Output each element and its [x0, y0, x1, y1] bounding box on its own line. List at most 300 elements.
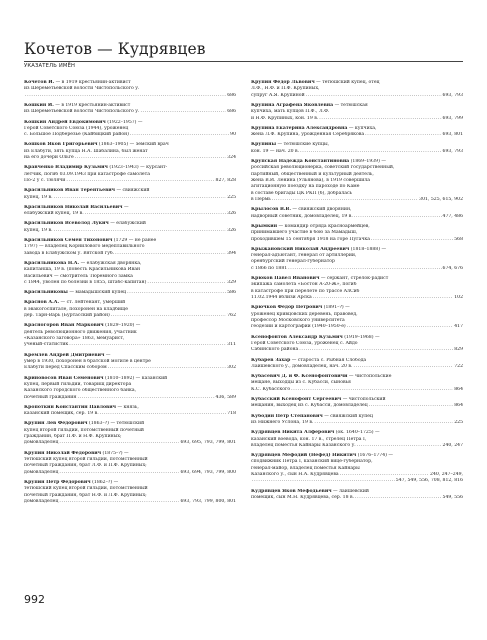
entry-description: мещане, выходцы из с. Кубасси, сыновья — [251, 380, 351, 386]
entry-text — [251, 397, 386, 402]
entry-description: (1922–1957) — — [105, 119, 143, 125]
entry-description: Л.Ф., Н.Ф. и П.Ф. Крупиных, — [251, 86, 320, 92]
entry-description: с 1844, уволен по болезни в 1855, штабс-капитан) — [24, 279, 147, 285]
entry-description: купец, первый гильдии, товарищ директора — [24, 381, 132, 387]
entry-text — [24, 480, 118, 485]
entry-description: жена Л.Ф. Крупина, урожденная Серебрякова — [251, 132, 365, 138]
entry-description: в составе бригады ЦК РКП (б), добралась — [251, 190, 353, 196]
entry-description: в катастрофе при перелёте по трассе АлСиб — [251, 288, 360, 294]
entry-description: летчик, погиб 03.09.1943 при катастрофе самолета — [24, 171, 150, 177]
page-number: 992 — [24, 593, 45, 606]
entry-description: (1875–?) — — [101, 450, 129, 456]
page-reference: 90 — [230, 132, 236, 138]
leader-dots — [59, 470, 179, 476]
page-reference: 827, 828 — [215, 178, 236, 184]
entry-text — [24, 411, 99, 417]
entry-text — [24, 126, 128, 131]
entry-line — [251, 295, 463, 301]
leader-dots — [288, 266, 441, 272]
entry-description: помещик, сын М.Н. Кудрявцева, сер. 18 в. — [251, 495, 355, 501]
entry-line — [24, 499, 236, 505]
entry-text — [251, 116, 318, 122]
entry-description: Сабинского района — [251, 347, 299, 353]
entry-description: — лаишевский — [331, 488, 369, 494]
entry-description: оренбургский генерал-губернатор — [251, 259, 335, 265]
entry-description: кон. 19 — нач. 20 в. — [251, 148, 300, 154]
entry-text — [251, 437, 366, 442]
entry-text — [24, 382, 131, 387]
index-entry — [251, 207, 463, 220]
entry-description: (1891–?) — — [322, 305, 350, 311]
entry-line — [251, 93, 463, 99]
index-entry — [251, 430, 463, 449]
entry-name: Кубарев Захар — [251, 357, 291, 363]
page-reference: 718 — [227, 411, 236, 417]
entry-description: домовладелец — [24, 469, 59, 475]
entry-text — [251, 172, 374, 177]
entry-text — [251, 443, 356, 449]
index-entry — [251, 489, 463, 502]
entry-description: мещанин, выходец из с. Кубасси, домовладелец — [251, 403, 368, 409]
entry-name: Кочетов И. — [24, 80, 55, 85]
entry-text — [24, 244, 145, 249]
entry-text — [251, 191, 352, 196]
index-entry — [24, 165, 236, 184]
entry-description: домовладелец — [24, 440, 59, 446]
entry-line — [251, 214, 463, 220]
page-reference: 301, 525, 615, 902 — [419, 197, 463, 203]
page-reference: 693, 694, 793, 799, 800 — [180, 469, 236, 475]
entry-description: супруг А.Я. Крупиной — [251, 92, 305, 98]
entry-text — [24, 195, 53, 201]
index-entry — [251, 305, 463, 330]
entry-text — [24, 290, 126, 296]
entry-description: 1797) — владелец Корнилового медеплавильного — [24, 244, 145, 250]
entry-name: Красильников Семён Тихонович — [24, 238, 113, 243]
leader-dots — [272, 197, 418, 203]
entry-text — [251, 109, 329, 114]
entry-text — [24, 365, 107, 371]
leader-dots — [108, 365, 227, 371]
entry-text — [24, 330, 137, 335]
entry-text — [24, 149, 148, 154]
entry-description: ученый-статистик — [24, 342, 69, 348]
entry-description: сподвижник Петра I, казанский вице-губернатор, — [251, 459, 373, 465]
entry-name: Крупин Фёдор Львович — [251, 80, 315, 85]
entry-line — [24, 178, 236, 184]
entry-description: — тетюшские купцы, — [276, 142, 330, 148]
entry-text — [251, 495, 354, 501]
index-entry — [24, 120, 236, 139]
entry-description: — купчиха, — [347, 125, 377, 131]
index-entry — [24, 451, 236, 476]
entry-text — [251, 237, 370, 243]
entry-line — [24, 411, 236, 417]
entry-line — [251, 324, 463, 330]
page-reference: 324 — [227, 155, 236, 161]
entry-description: Васильевич — смотритель Тюремного замка — [24, 273, 133, 279]
entry-text — [251, 93, 305, 99]
entry-description: — сержант, стрелок-радист — [319, 276, 389, 282]
index-entry — [251, 276, 463, 301]
entry-text — [251, 387, 290, 393]
page-reference: 329 — [227, 279, 236, 285]
entry-name: Крымкин — [251, 223, 278, 229]
entry-name: Кошков Яков Григорьевич — [24, 142, 98, 148]
index-entry — [24, 188, 236, 201]
entry-description: «Казанского заговора» 1863, мемуарист, — [24, 336, 125, 342]
entry-text — [24, 132, 129, 138]
leader-dots — [252, 478, 395, 484]
entry-description: в Пермь — [251, 197, 271, 203]
entry-description: (1729 — не ранее — [112, 238, 157, 243]
entry-description: — староста с. Рыбная Слобода — [290, 357, 367, 363]
entry-name: Крупины — [251, 142, 277, 148]
entry-description: (1919–1968) — — [342, 334, 380, 340]
entry-text — [251, 214, 353, 220]
entry-description: — елабужская дворянка, — [79, 260, 142, 266]
entry-text — [251, 341, 358, 346]
entry-description: российская революционерка, советский государственный, — [251, 165, 395, 171]
entry-text — [251, 312, 358, 317]
entry-description: почетный гражданин, брат Л.Ф. и П.Ф. Крупиных; — [24, 463, 147, 469]
leader-dots — [299, 347, 453, 353]
entry-text — [251, 420, 313, 426]
entry-description: проходившем 15 сентября 1918 на горе Пугачка — [251, 236, 370, 242]
entry-text — [24, 155, 74, 161]
entry-text — [251, 184, 359, 189]
page-reference: 568 — [454, 236, 463, 242]
entry-description: — князь, — [116, 404, 139, 410]
entry-text — [24, 428, 144, 433]
index-entry — [251, 224, 463, 243]
entry-description: партийный, общественный и культурный деятель, — [251, 171, 374, 177]
entry-name: Красильников Николай Васильевич — [24, 204, 123, 210]
index-column-right — [251, 80, 463, 505]
page-reference: 586 — [227, 290, 236, 296]
leader-dots — [354, 214, 442, 220]
leader-dots — [54, 228, 227, 234]
index-entry — [251, 126, 463, 139]
entry-description: и Н.Ф. Крупиных, кон. 19 в. — [251, 115, 319, 121]
entry-text — [251, 403, 368, 409]
entry-text — [24, 434, 122, 439]
page-reference: 549, 556 — [442, 495, 463, 501]
entry-name: Красногоров Иван Маркович — [24, 323, 104, 329]
entry-description: — в 1919 крестьянин-активист — [53, 102, 131, 108]
entry-name: Красильникова Н.А. — [24, 260, 80, 266]
page-reference: 722 — [454, 363, 463, 369]
entry-description: уроженец кривцовских деревень, правовед, — [251, 311, 358, 317]
entry-description: купчиха, мать купцов П.Ф., Л.Ф. — [251, 109, 330, 115]
entry-description: капитанша, 19 в. (повесть Красильникова Иван — [24, 267, 141, 273]
entry-description: из Нижнего Услона, 19 в. — [251, 419, 314, 425]
entry-name: Кудрявцев Мефодий (Нефед) Никитич — [251, 453, 357, 459]
entry-description: — в 1919 крестьянин-активист — [54, 80, 131, 85]
index-entry — [24, 142, 236, 161]
entry-description: завода в Елабужском у. Вятской губ. — [24, 250, 115, 256]
leader-dots — [66, 178, 214, 184]
entry-text — [24, 267, 140, 272]
entry-text — [24, 376, 167, 381]
entry-text — [24, 405, 139, 410]
leader-dots — [115, 251, 226, 257]
leader-dots — [100, 411, 227, 417]
entry-text — [251, 335, 380, 340]
entry-description: (1869–1939) — — [349, 159, 386, 164]
entry-name: Кропоткин Константин Павлович — [24, 404, 116, 410]
entry-line — [251, 495, 463, 501]
leader-dots — [77, 395, 214, 401]
entry-name: Крупская Надежда Константиновна — [251, 159, 350, 164]
entry-description: — свияжский — [115, 188, 150, 194]
entry-text — [24, 388, 136, 393]
entry-description: генерал-адъютант, генерал от артиллерии, — [251, 253, 357, 259]
entry-line — [251, 116, 463, 122]
entry-description: (1862–?) — — [90, 479, 119, 485]
entry-description: — тетюшский купец, отец — [314, 80, 380, 85]
entry-text — [251, 289, 359, 294]
index-entry — [251, 358, 463, 371]
entry-text — [24, 359, 151, 364]
entry-text — [251, 276, 388, 281]
index-entry — [24, 290, 236, 296]
entry-description: Герой Советского Союза, уроженец с. Айдо — [251, 340, 358, 346]
entry-text — [251, 230, 357, 235]
entry-description: с 1866 по 1881 — [251, 265, 288, 271]
entry-text — [24, 280, 146, 286]
entry-description: геодезии и картографии (1940–1950-е) — [251, 324, 346, 330]
entry-line — [24, 395, 236, 401]
entry-name: Красильниковы — [24, 290, 68, 296]
page-reference: 693, 695, 793, 799, 801 — [180, 440, 236, 446]
entry-name: Кудрявцев Никита Алферович — [251, 430, 335, 436]
leader-dots — [291, 387, 453, 393]
entry-text — [24, 440, 58, 446]
index-entry — [251, 397, 463, 410]
entry-text — [251, 364, 352, 370]
entry-line — [251, 149, 463, 155]
entry-description: казанский помещик, сер. 19 в. — [24, 411, 99, 417]
entry-description: деятель революционного движения, участник — [24, 329, 137, 335]
entry-description: — — [122, 204, 129, 210]
entry-line — [24, 155, 236, 161]
entry-text — [24, 274, 133, 279]
entry-description: купец, 19 в. — [24, 194, 53, 200]
entry-text — [24, 103, 130, 108]
entry-description: (1863–?) — тетюшский — [87, 421, 145, 427]
entry-line — [251, 237, 463, 243]
entry-description: Лаишевского у., домовладелец, нач. 20 в. — [251, 363, 353, 369]
leader-dots — [313, 295, 453, 301]
entry-text — [24, 86, 139, 91]
entry-name: Крылосов В.В. — [251, 207, 291, 213]
entry-line — [251, 364, 463, 370]
entry-text — [24, 165, 167, 170]
page-reference: 477, 486 — [442, 213, 463, 219]
entry-description: елабужский купец, 19 в. — [24, 211, 84, 217]
entry-description: (1829–1920) — — [103, 323, 141, 329]
page-reference: 436, 589 — [215, 394, 236, 400]
page-reference: 693, 799 — [442, 115, 463, 121]
running-header-subtitle: УКАЗАТЕЛЬ ИМЁН — [24, 63, 76, 69]
entry-name: Красильников Иван Терентьевич — [24, 188, 116, 194]
entry-text — [251, 358, 366, 363]
entry-description: — свияжский купец — [322, 413, 373, 419]
page-reference: 762 — [227, 313, 236, 319]
entry-description: (1863–1905) — земский врач — [97, 142, 169, 148]
entry-line — [251, 347, 463, 353]
entry-text — [24, 205, 129, 210]
leader-dots — [314, 420, 453, 426]
entry-description: — — [104, 352, 111, 358]
entry-text — [251, 207, 351, 212]
leader-dots — [306, 93, 442, 99]
leader-dots — [111, 313, 226, 319]
entry-description: генерал-майор, владелец поместья Кайнары — [251, 465, 360, 471]
index-entry — [251, 80, 463, 99]
entry-text — [24, 457, 148, 462]
entry-text — [251, 347, 298, 353]
entry-text — [251, 142, 329, 147]
index-entry — [24, 353, 236, 372]
entry-description: дер. Тарн-Варь (Буртасский район) — [24, 313, 110, 319]
entry-line — [24, 440, 236, 446]
page-reference: 311 — [227, 342, 236, 348]
page-reference: 102 — [454, 295, 463, 301]
entry-line — [24, 365, 236, 371]
entry-text — [24, 221, 146, 226]
entry-text — [251, 132, 364, 138]
entry-description: Казанского у., сын Н.А. Кудрявцева — [251, 472, 339, 478]
entry-description: тетюшский купец второй гильдии, потомственный — [24, 456, 148, 462]
running-header-title: Кочетов — Кудрявцев — [24, 40, 206, 58]
entry-name: Крупин Пётр Фёдорович — [24, 479, 91, 485]
entry-name: Ксенофонтов Александр Кузьмич — [251, 334, 343, 340]
entry-description: К.С. Кубасского — [251, 386, 291, 392]
entry-line — [251, 420, 463, 426]
page-reference: 326 — [227, 227, 236, 233]
page-reference: 864 — [454, 386, 463, 392]
leader-dots — [75, 155, 226, 161]
entry-text — [24, 463, 147, 468]
index-entry — [24, 205, 236, 218]
leader-dots — [347, 324, 454, 330]
entry-text — [251, 126, 376, 131]
leader-dots — [147, 280, 226, 286]
page-reference: 686 — [227, 92, 236, 98]
entry-text — [251, 86, 320, 91]
entry-description: казанский воевода, кон. 17 в., стрелец Петра I, — [251, 436, 367, 442]
leader-dots — [59, 440, 179, 446]
leader-dots — [355, 495, 442, 501]
entry-name: Крыжановский Николай Андреевич — [251, 246, 350, 252]
page-reference: 674, 676 — [442, 265, 463, 271]
entry-description: — мамадышский купец — [67, 290, 127, 296]
page-reference: 225 — [454, 419, 463, 425]
entry-line — [24, 93, 236, 99]
entry-description: профессор Московского университета — [251, 318, 345, 324]
entry-name: Крупина Аграфена Яковлевна — [251, 102, 334, 108]
entry-description: на его дочери Ольге — [24, 155, 74, 161]
entry-description: из Елабуги, зять купца Н.А. Шабалина, был женат — [24, 148, 148, 154]
page-reference: 240, 247 — [442, 442, 463, 448]
index-entry — [251, 247, 463, 272]
index-entry — [24, 261, 236, 286]
leader-dots — [365, 132, 441, 138]
entry-description: в эвакогоспитале, похоронен на кладбище — [24, 306, 128, 312]
entry-name: Кубасский Ксенофонт Сергеевич — [251, 397, 342, 403]
entry-text — [251, 178, 370, 183]
entry-line — [24, 195, 236, 201]
entry-text — [251, 430, 380, 435]
entry-line — [24, 228, 236, 234]
entry-text — [24, 353, 110, 358]
entry-text — [24, 228, 53, 234]
entry-text — [24, 120, 143, 125]
entry-line — [24, 470, 236, 476]
entry-description: купец второй гильдии, потомственный почетный — [24, 427, 144, 433]
entry-description: — свияжский дворянин, — [290, 207, 352, 213]
entry-name: Кудрявцев Яков Мефодьевич — [251, 488, 332, 494]
leader-dots — [25, 93, 226, 99]
entry-text — [24, 470, 58, 476]
entry-name: Красильников Всеволод Лукич — [24, 221, 109, 227]
entry-line — [251, 403, 463, 409]
entry-text — [24, 421, 144, 426]
entry-description: Елабуги перед Спасским собором — [24, 365, 107, 371]
entry-text — [251, 453, 393, 458]
entry-text — [251, 165, 394, 170]
entry-description: По-2 у с. Тюлячи — [24, 178, 66, 184]
leader-dots — [319, 116, 441, 122]
entry-text — [24, 300, 125, 305]
entry-text — [251, 466, 360, 471]
entry-name: Крупин Лев Фёдорович — [24, 421, 88, 427]
index-entry — [24, 221, 236, 234]
entry-text — [24, 211, 84, 217]
entry-description: (1818–1888) — — [349, 246, 387, 252]
entry-text — [251, 159, 386, 164]
index-entry — [251, 414, 463, 427]
entry-text — [251, 459, 373, 464]
entry-text — [24, 486, 148, 491]
entry-description: Казанского городского общественного банка, — [24, 388, 137, 394]
leader-dots — [69, 342, 226, 348]
entry-text — [251, 266, 287, 272]
entry-text — [251, 224, 370, 229]
index-entry — [251, 453, 463, 485]
entry-line — [24, 280, 236, 286]
entry-description: (1676–1774) — — [356, 453, 393, 459]
entry-text — [251, 324, 346, 330]
entry-description: почетный гражданин, брат Н.Ф. и Л.Ф. Крупиных; — [24, 492, 147, 498]
entry-description: — тетюшская — [333, 102, 368, 108]
page-reference: 693, 793 — [442, 92, 463, 98]
page-reference: 686 — [227, 109, 236, 115]
entry-text — [251, 282, 357, 287]
entry-text — [251, 247, 386, 252]
index-entry — [251, 159, 463, 203]
entry-description: — ст. лейтенант, умерший — [59, 300, 126, 306]
entry-text — [24, 251, 114, 257]
entry-text — [251, 295, 312, 301]
entry-text — [24, 336, 124, 341]
index-entry — [24, 376, 236, 401]
entry-text — [24, 395, 76, 401]
index-entry — [24, 323, 236, 348]
entry-description: 11.02.1944 вблизи Арска — [251, 295, 312, 301]
